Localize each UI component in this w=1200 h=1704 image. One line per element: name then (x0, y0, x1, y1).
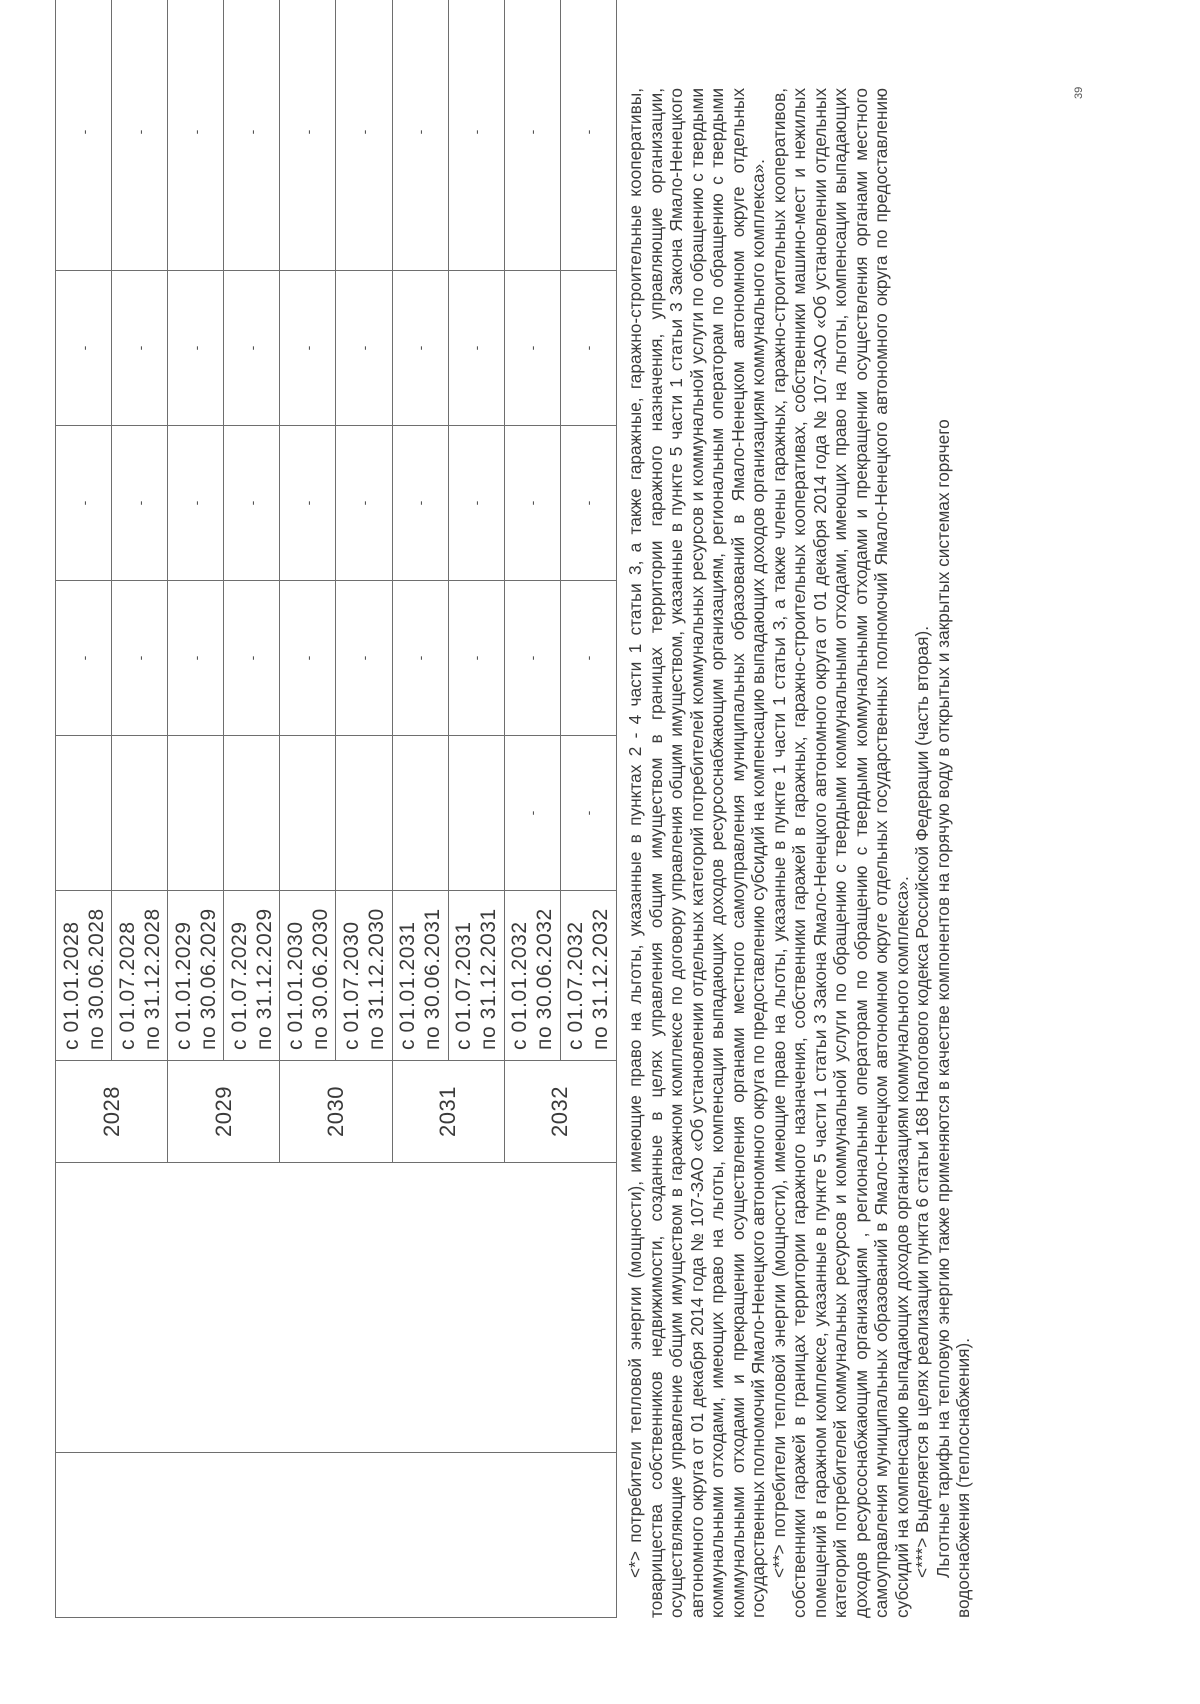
value-cell (112, 736, 168, 891)
empty-cell (112, 1453, 168, 1618)
footnotes (625, 88, 974, 1618)
empty-cell (56, 1163, 112, 1453)
table-row (168, 0, 224, 1618)
value-cell: - (336, 581, 392, 736)
year-cell: 2032 (504, 1061, 616, 1163)
empty-cell (112, 1163, 168, 1453)
period-cell (392, 891, 448, 1061)
period-cell (504, 891, 560, 1061)
value-cell: - (336, 271, 392, 426)
period-to: по 31.12.2031 (477, 908, 501, 1050)
period-cell (560, 891, 616, 1061)
value-cell: - (280, 271, 336, 426)
period-to: по 31.12.2030 (365, 908, 389, 1050)
value-cell: - (168, 426, 224, 581)
empty-cell (56, 1453, 112, 1618)
page-number: 39 (1073, 86, 1085, 99)
value-cell: - (168, 271, 224, 426)
value-cell: - (336, 0, 392, 271)
value-cell: - (448, 426, 504, 581)
period-cell (280, 891, 336, 1061)
empty-cell (392, 1163, 448, 1453)
value-cell: - (392, 0, 448, 271)
year-cell: 2028 (56, 1061, 168, 1163)
tariff-table-body (56, 0, 617, 1618)
table-row (280, 0, 336, 1618)
value-cell: - (392, 581, 448, 736)
period-to: по 30.06.2031 (421, 908, 445, 1050)
year-cell: 2029 (168, 1061, 280, 1163)
value-cell: - (56, 0, 112, 271)
value-cell: - (504, 271, 560, 426)
table-row (448, 0, 504, 1618)
period-from: с 01.01.2032 (508, 921, 532, 1050)
value-cell: - (224, 426, 280, 581)
value-cell: - (504, 736, 560, 891)
value-cell (280, 736, 336, 891)
value-cell: - (224, 0, 280, 271)
value-cell: - (112, 581, 168, 736)
table-row (224, 0, 280, 1618)
empty-cell (336, 1163, 392, 1453)
empty-cell (560, 1163, 616, 1453)
value-cell: - (560, 271, 616, 426)
value-cell: - (168, 0, 224, 271)
empty-cell (392, 1453, 448, 1618)
value-cell: - (112, 426, 168, 581)
value-cell: - (336, 426, 392, 581)
empty-cell (448, 1163, 504, 1453)
empty-cell (168, 1163, 224, 1453)
value-cell: - (112, 0, 168, 271)
value-cell (392, 736, 448, 891)
empty-cell (504, 1453, 560, 1618)
empty-cell (560, 1453, 616, 1618)
tariff-table (55, 0, 617, 1618)
value-cell: - (224, 271, 280, 426)
period-from: с 01.01.2029 (171, 921, 195, 1050)
value-cell: - (56, 581, 112, 736)
period-to: по 30.06.2029 (196, 908, 220, 1050)
value-cell: - (56, 426, 112, 581)
value-cell: - (448, 271, 504, 426)
table-row (336, 0, 392, 1618)
value-cell (224, 736, 280, 891)
value-cell: - (56, 271, 112, 426)
table-row (504, 0, 560, 1618)
table-row (560, 0, 616, 1618)
empty-cell (280, 1453, 336, 1618)
empty-cell (336, 1453, 392, 1618)
table-row (392, 0, 448, 1618)
year-cell: 2031 (392, 1061, 504, 1163)
empty-cell (168, 1453, 224, 1618)
period-cell (336, 891, 392, 1061)
value-cell (168, 736, 224, 891)
footnote-2: <**> потребители тепловой энергии (мощности), имеющие право на льготы, указанные в пункте 1 части 1 статьи 3, а также члены гаражных, гаражно-строительных кооперативов, собственники гаражей в границах территории гаражного назначения, собственники гаражей в гаражных, гаражно-строительных кооперативах, собственники машино-мест и нежилых помещений в гаражном комплексе, указанные в пункте 5 части 1 статьи 3 Закона Ямало-Ненецкого автономного округа от 01 декабря 2014 года № 107-ЗАО «Об установлении отдельных категорий потребителей коммунальных ресурсов и коммунальной услуги по обращению с твердыми коммунальными отходами, имеющих право на льготы, компенсации выпадающих доходов ресурсоснабжающим организациям , региональным операторам по обращению с твердыми коммунальными отходами и прекращении осуществления органами местного самоуправления муниципальных образований в Ямало-Ненецком автономном округе отдельных государственных полномочий Ямало-Ненецкого автономного округа по предоставлению субсидий на компенсацию выпадающих доходов организациям коммунального комплекса». (768, 88, 912, 1618)
period-cell (112, 891, 168, 1061)
period-from: с 01.01.2030 (283, 921, 307, 1050)
period-from: с 01.07.2031 (452, 921, 476, 1050)
value-cell: - (392, 426, 448, 581)
footnote-3: <***> Выделяется в целях реализации пункта 6 статьи 168 Налогового кодекса Российской Федерации (часть вторая). (912, 625, 932, 1578)
period-from: с 01.07.2030 (340, 921, 364, 1050)
period-from: с 01.01.2031 (396, 921, 420, 1050)
period-from: с 01.07.2032 (564, 921, 588, 1050)
period-from: с 01.07.2028 (115, 921, 139, 1050)
value-cell: - (560, 426, 616, 581)
table-row (112, 0, 168, 1618)
period-to: по 31.12.2029 (252, 908, 276, 1050)
year-cell: 2030 (280, 1061, 392, 1163)
value-cell: - (112, 271, 168, 426)
value-cell: - (504, 581, 560, 736)
period-to: по 30.06.2028 (84, 908, 108, 1050)
value-cell: - (504, 0, 560, 271)
value-cell: - (560, 736, 616, 891)
period-cell (224, 891, 280, 1061)
period-from: с 01.01.2028 (59, 921, 83, 1050)
value-cell: - (560, 581, 616, 736)
footnote-4-continuation: водоснабжения (теплоснабжения). (953, 1337, 973, 1618)
empty-cell (224, 1163, 280, 1453)
value-cell: - (168, 581, 224, 736)
period-cell (448, 891, 504, 1061)
value-cell: - (280, 426, 336, 581)
empty-cell (504, 1163, 560, 1453)
period-from: с 01.07.2029 (227, 921, 251, 1050)
empty-cell (448, 1453, 504, 1618)
value-cell: - (448, 581, 504, 736)
period-to: по 31.12.2032 (589, 908, 613, 1050)
value-cell (448, 736, 504, 891)
value-cell (56, 736, 112, 891)
table-row (56, 0, 112, 1618)
period-cell (168, 891, 224, 1061)
value-cell: - (504, 426, 560, 581)
value-cell (336, 736, 392, 891)
period-to: по 31.12.2028 (140, 908, 164, 1050)
value-cell: - (560, 0, 616, 271)
empty-cell (224, 1453, 280, 1618)
period-cell (56, 891, 112, 1061)
footnote-1: <*> потребители тепловой энергии (мощности), имеющие право на льготы, указанные в пунктах 2 - 4 части 1 статьи 3, а также гаражные, гаражно-строительные кооперативы, товарищества собственников недвижимости, созданные в целях управления общим имуществом в границах территории гаражного назначения, управляющие организации, осуществляющие управление общим имуществом в гаражном комплексе по договору управления общим имуществом, указанные в пункте 5 части 1 статьи 3 Закона Ямало-Ненецкого автономного округа от 01 декабря 2014 года № 107-ЗАО «Об установлении отдельных категорий потребителей коммунальных ресурсов и коммунальной услуги по обращению с твердыми коммунальными отходами, имеющих право на льготы, компенсации выпадающих доходов ресурсоснабжающим организациям, региональным операторам по обращению с твердыми коммунальными отходами и прекращении осуществления органами местного самоуправления муниципальных образований в Ямало-Ненецком автономном округе отдельных государственных полномочий Ямало-Ненецкого автономного округа по предоставлению субсидий на компенсацию выпадающих доходов организациям коммунального комплекса». (625, 88, 768, 1618)
footnote-4: Льготные тарифы на тепловую энергию также применяются в качестве компонентов на горячую воду в открытых и закрытых системах горячего (932, 419, 953, 1578)
value-cell: - (448, 0, 504, 271)
period-to: по 30.06.2032 (533, 908, 557, 1050)
value-cell: - (224, 581, 280, 736)
value-cell: - (392, 271, 448, 426)
empty-cell (280, 1163, 336, 1453)
value-cell: - (280, 0, 336, 271)
period-to: по 30.06.2030 (308, 908, 332, 1050)
value-cell: - (280, 581, 336, 736)
